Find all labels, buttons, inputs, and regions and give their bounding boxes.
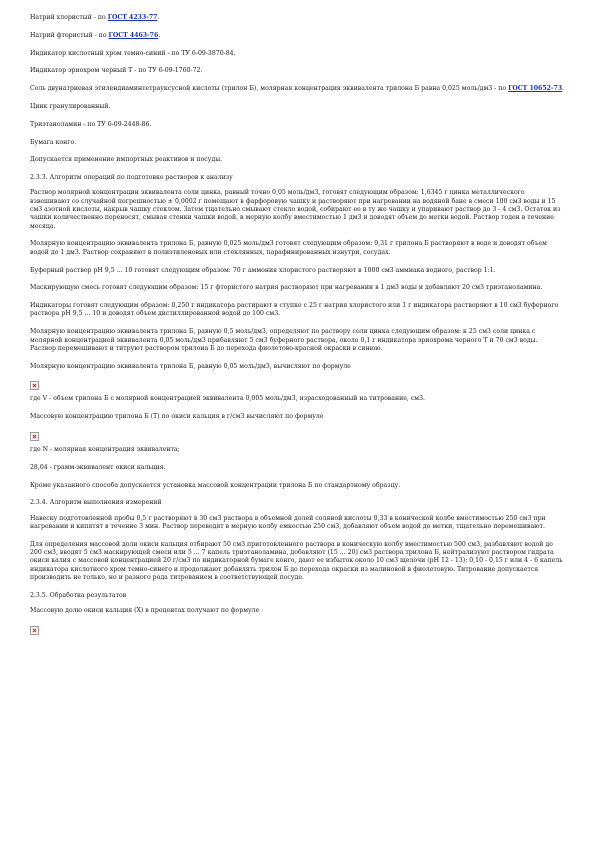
- paragraph-sodium-chloride: [30, 14, 565, 22]
- section-heading-2-3-3: 2.3.3. Алгоритм операций по подготовке растворов к анализу: [30, 174, 233, 182]
- formula-image-2: [30, 431, 565, 446]
- paragraph-standard-sample: Кроме указанного способа допускается установка массовой концентрации трилона Б по стандартному образцу.: [30, 481, 401, 489]
- paragraph-trilon-salt: [30, 85, 565, 93]
- formula-image-3: [30, 625, 565, 640]
- paragraph-trilon-concentration: Молярную концентрацию эквивалента трилона Б, равную 0,025 моль/дм3 готовят следующим образом: 9,31 г трилона Б растворяют в воде и доводят объем водой до 1 дм3. Раствор сохраняют в полиэтиленовых или стеклянных, парафинированных изнутри, сосудах.: [30, 240, 547, 256]
- broken-image-icon: [30, 381, 39, 390]
- paragraph-formula-intro-1: Молярную концентрацию эквивалента трилона Б, равную 0,05 моль/дм3, вычисляют по формуле: [30, 362, 351, 370]
- section-heading-2-3-4: 2.3.4. Алгоритм выполнения измерений: [30, 499, 162, 507]
- paragraph-tail: .: [158, 31, 161, 39]
- paragraph-indicators: Индикаторы готовят следующим образом: 0,250 г индикатора растирают в ступке с 25 г натрия хлористого или 1 г индикатора растворяют в 10 см3 буферного раствора рН 9,5 ... 10 и доводят объем дистиллированной водой до 100 см3.: [30, 302, 559, 318]
- paragraph-trilon-determination: Молярную концентрацию эквивалента трилона Б, равную 0,5 моль/дм3, определяют по раствору соли цинка следующим образом: к 25 см3 соли цинка с молярной концентрацией эквивалента 0,05 моль/дм3 прибавляют 5 см3 буферного раствора, около 0,1 г индикатора эриохрома черного Т и 70 см3 воды. Раствор перемешивают и титруют раствором трилона Б до перехода фиолетово-красной окраски в синюю.: [30, 328, 538, 352]
- gost-4233-link[interactable]: ГОСТ 4233-77: [107, 14, 158, 21]
- paragraph-indicator-chrome: Индикатор кислотный хром темно-синий - по ТУ 6-09-3870-84.: [30, 49, 236, 57]
- paragraph-where-v: где V - объем трилона Б с молярной концентрацией эквивалента 0,005 моль/дм3, израсходованный на титрование, см3.: [30, 395, 426, 403]
- paragraph-text: Соль двунатриевая этилендиаминтетрауксусной кислоты (трилон Б), молярная концентрация эквивалента трилона Б равна 0,025 моль/дм3 - по: [30, 85, 509, 93]
- paragraph-indicator-eriochrome: Индикатор эриохром черный Т - по ТУ 6-09-1760-72.: [30, 67, 203, 75]
- broken-image-icon: [30, 432, 39, 441]
- paragraph-gram-equivalent: 28,04 - грамм-эквивалент окиси кальция.: [30, 463, 166, 471]
- broken-image-icon: [30, 626, 39, 635]
- paragraph-zinc: Цинк гранулированный.: [30, 102, 111, 110]
- formula-image-1: [30, 380, 565, 395]
- paragraph-text: Натрий хлористый - по: [30, 14, 108, 21]
- paragraph-tail: .: [157, 14, 160, 21]
- paragraph-masking-mixture: Маскирующую смесь готовят следующим образом: 15 г фтористого натрия растворяют при нагревании в 1 дм3 воды и добавляют 20 см3 триэтаноламина.: [30, 284, 543, 292]
- paragraph-text: Натрий фтористый - по: [30, 31, 109, 39]
- document-page: [30, 14, 565, 640]
- gost-4463-link[interactable]: ГОСТ 4463-76: [108, 31, 159, 39]
- paragraph-formula-intro-3: Массовую долю окиси кальция (X) в процентах получают по формуле: [30, 607, 260, 615]
- paragraph-sample-dissolution: Навеску подготовленной пробы 0,5 г растворяют в 30 см3 раствора в объемной долей соляной кислоты 0,33 в конической колбе вместимостью 250 см3 при нагревании и кипятят в течение 3 мин. Раствор переводят в мерную колбу емкостью 250 см3, добавляют объем водой до метки, тщательно перемешивают.: [30, 514, 546, 530]
- paragraph-triethanolamine: Триэтаноламин - по ТУ 6-09-2448-86.: [30, 120, 152, 128]
- gost-10652-link[interactable]: ГОСТ 10652-73: [508, 85, 563, 93]
- section-heading-2-3-5: 2.3.5. Обработка результатов: [30, 591, 127, 599]
- paragraph-imported-reagents: Допускается применение импортных реактивов и посуды.: [30, 156, 223, 164]
- paragraph-congo-paper: Бумага конго.: [30, 138, 77, 146]
- paragraph-calcium-oxide-titration: Для определения массовой доли окиси кальция отбирают 50 см3 приготовленного раствора в коническую колбу вместимостью 500 см3, разбавляют водой до 200 см3, вводят 5 см3 маскирующей смеси или 5 ... 7 капель триэтаноламина, добавляют (15 ... 20) см3 раствора трилона Б, нейтрализуют раствором гидрата окиси калия с массовой концентрацией 20 г/см3 по индикаторной бумаге конго, дают ее избыток около 10 см3 щелочи (рН 12 - 13); 0,10 - 0,15 г или 4 - 6 капель индикатора кислотного хром темно-синего и продолжают добавлять трилон Б до перехода окраски из малиновой в фиолетовую. Титрование допускается производить не только, но и разного рода титрованием в соответствующей посуде.: [30, 540, 563, 581]
- paragraph-zinc-solution: Раствор молярной концентрации эквивалента соли цинка, равный точно 0,05 моль/дм3, готовят следующим образом: 1,6345 г цинка металлического взвешивают со случайной погрешностью ± 0,0002 г помещают в фарфоровую чашку и растворяют при нагревании на водяной бане в смеси 100 см3 воды и 15 см3 азотной кислоты, накрыв чашку стеклом. Затем тщательно смывают стекло водой, собирают ее в ту же чашку и упаривают раствор до 3 - 4 см3. Остаток из чашки количественно переносят, смывая стенки чашки водой, в мерную колбу вместимостью 1 дм3 и доводят объем до метки водой. Раствор годен в течение месяца.: [30, 189, 561, 230]
- paragraph-sodium-fluoride: [30, 32, 565, 40]
- paragraph-where-n: где N - молярная концентрация эквивалента;: [30, 446, 180, 454]
- paragraph-buffer-solution: Буферный раствор рН 9,5 ... 10 готовят следующим образом: 70 г аммония хлористого растворяют в 1000 см3 аммиака водного, раствор 1:1.: [30, 266, 496, 274]
- paragraph-formula-intro-2: Массовую концентрацию трилона Б (Т) по окиси кальция в г/см3 вычисляют по формуле: [30, 413, 324, 421]
- paragraph-tail: .: [562, 85, 565, 93]
